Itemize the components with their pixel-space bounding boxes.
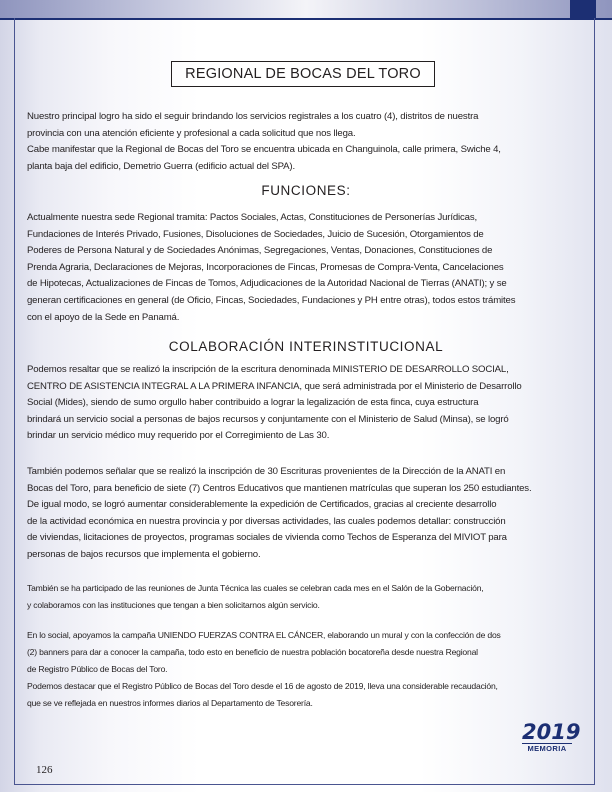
text-line: personas de bajos recursos que implementa el gobierno. — [27, 548, 261, 560]
text-line: También se ha participado de las reuniones de Junta Técnica las cuales se celebran cada mes en el Salón de la Gobernación, — [27, 583, 484, 593]
page-number: 126 — [36, 764, 53, 776]
text-line: (2) banners para dar a conocer la campaña, todo esto en beneficio de nuestra población bocatoreña desde nuestra Regional — [27, 647, 478, 657]
text-line: de Hipotecas, Actualizaciones de Fincas de Tomos, Adjudicaciones de la Autoridad Nacional de Tierras (ANATI); y se — [27, 278, 507, 290]
text-line: De igual modo, se logró aumentar considerablemente la expedición de Certificados, gracias al creciente desarrollo — [27, 499, 497, 511]
text-line: En lo social, apoyamos la campaña UNIENDO FUERZAS CONTRA EL CÁNCER, elaborando un mural y con la confección de dos — [27, 630, 501, 640]
text-line: Social (Mides), siendo de sumo orgullo haber contribuido a lograr la legalización de esta finca, cuya estructura — [27, 397, 479, 409]
text-line: Actualmente nuestra sede Regional tramita: Pactos Sociales, Actas, Constituciones de Personerías Jurídicas, — [27, 212, 478, 223]
text-line: de viviendas, licitaciones de proyectos, programas sociales de vivienda como Techos de Esperanza del MIVIOT para — [27, 532, 507, 544]
text-line: Nuestro principal logro ha sido el seguir brindando los servicios registrales a los cuatro (4), distritos de nuestra — [27, 111, 479, 122]
logo-word: MEMORIA — [522, 743, 572, 754]
page-title-box — [171, 61, 435, 87]
text-line: planta baja del edificio, Demetrio Guerra (edificio actual del SPA). — [27, 160, 295, 172]
text-line: brindará un servicio social a personas de bajos recursos y conjuntamente con el Ministerio de Salud (Minsa), se logró — [27, 413, 509, 425]
text-line: Poderes de Persona Natural y de Sociedades Anónimas, Segregaciones, Ventas, Donaciones, Constituciones de — [27, 245, 493, 257]
text-line: generan certificaciones en general (de Oficio, Fincas, Sociedades, Fundaciones y PH entre otras), todos estos trámites — [27, 294, 516, 306]
colaboracion-heading: COLABORACIÓN INTERINSTITUCIONAL — [168, 339, 444, 354]
junta-tecnica-paragraph — [27, 580, 589, 614]
page-title: REGIONAL DE BOCAS DEL TORO — [185, 66, 421, 82]
logo-year: 2019 — [522, 720, 581, 744]
text-line: También podemos señalar que se realizó la inscripción de 30 Escrituras provenientes de la Dirección de la ANATI en — [27, 466, 506, 477]
text-line: de Registro Público de Bocas del Toro. — [27, 664, 168, 674]
social-paragraph — [27, 627, 589, 712]
text-line: Prenda Agraria, Declaraciones de Mejoras, Incorporaciones de Fincas, Promesas de Compra-Venta, Cancelaciones — [27, 261, 504, 273]
text-line: provincia con una atención eficiente y profesional a cada solicitud que nos llega. — [27, 127, 356, 139]
intro-paragraph — [27, 109, 589, 175]
text-line: con el apoyo de la Sede en Panamá. — [27, 311, 180, 323]
text-line: Fundaciones de Interés Privado, Fusiones, Disoluciones de Sociedades, Juicio de Sucesión, Otorgamientos de — [27, 228, 484, 240]
text-line: y colaboramos con las instituciones que tengan a bien solicitarnos algún servicio. — [27, 600, 320, 610]
colaboracion-paragraph-1 — [27, 362, 589, 445]
corner-tab — [570, 0, 596, 20]
text-line: CENTRO DE ASISTENCIA INTEGRAL A LA PRIMERA INFANCIA, que será administrada por el Ministerio de Desarrollo — [27, 380, 522, 392]
text-line: de la actividad económica en nuestra provincia y por diversas actividades, las cuales podemos detallar: construcción — [27, 515, 506, 527]
text-line: brindar un servicio médico muy requerido por el Corregimiento de Las 30. — [27, 430, 330, 442]
text-line: Bocas del Toro, para beneficio de siete (7) Centros Educativos que mantienen matrículas que superan los 250 estudiantes. — [27, 482, 532, 494]
funciones-paragraph — [27, 210, 589, 326]
text-line: que se ve reflejada en nuestros informes diarios al Departamento de Tesorería. — [27, 698, 313, 708]
colaboracion-paragraph-2 — [27, 464, 589, 564]
funciones-heading: FUNCIONES: — [261, 183, 351, 198]
text-line: Podemos destacar que el Registro Público de Bocas del Toro desde el 16 de agosto de 2019, lleva una considerable recaudación, — [27, 681, 498, 691]
memoria-2019-logo — [522, 720, 581, 757]
header-band — [0, 0, 612, 18]
text-line: Cabe manifestar que la Regional de Bocas del Toro se encuentra ubicada en Changuinola, calle primera, Swiche 4, — [27, 144, 501, 156]
text-line: Podemos resaltar que se realizó la inscripción de la escritura denominada MINISTERIO DE DESARROLLO SOCIAL, — [27, 364, 509, 375]
